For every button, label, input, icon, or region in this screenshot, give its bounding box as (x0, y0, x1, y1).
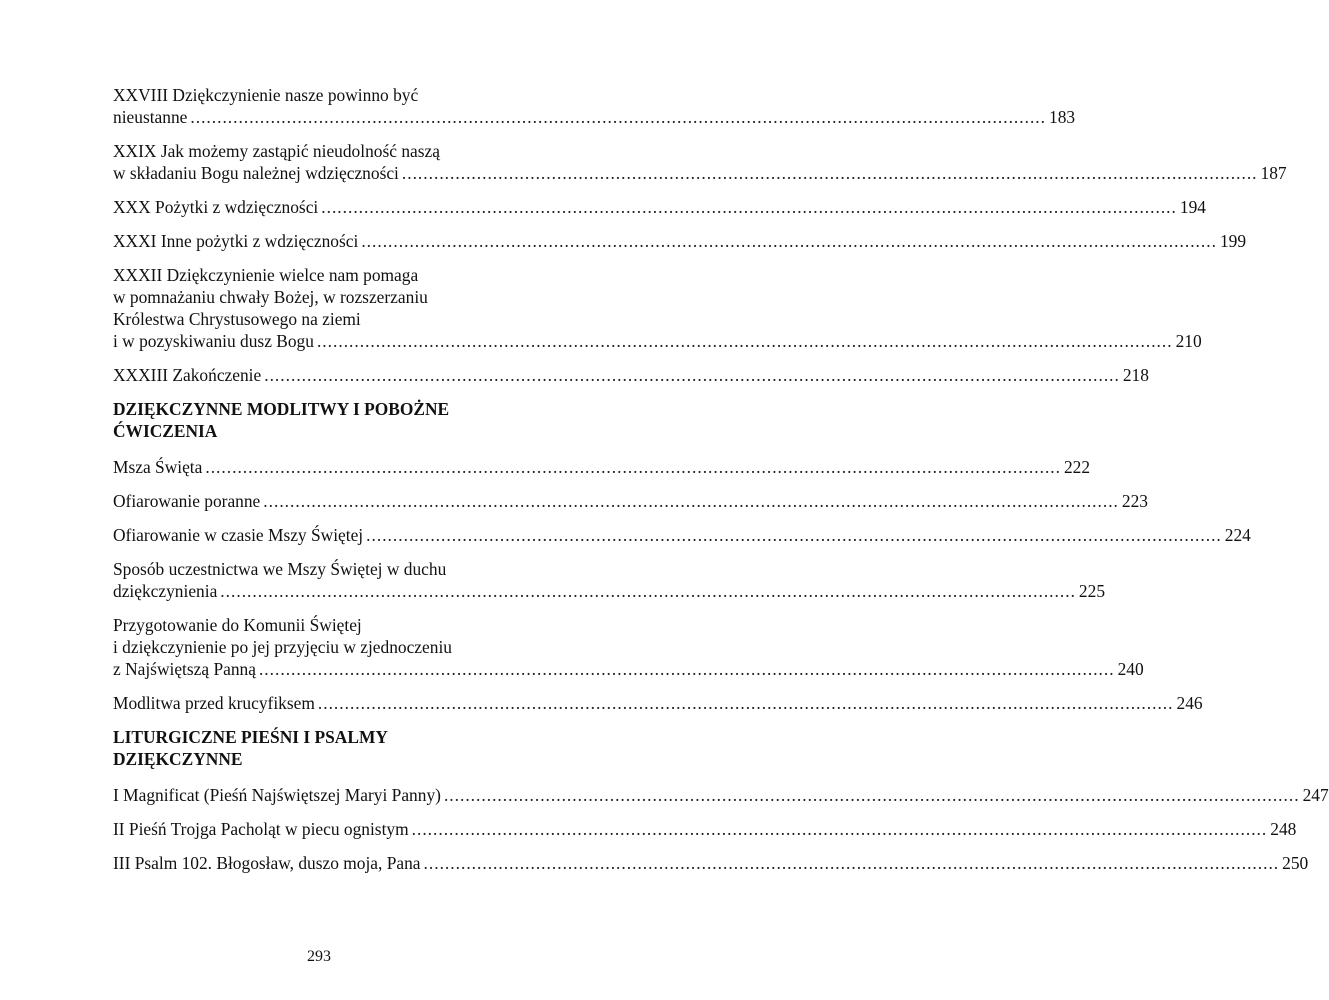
toc-entry-last-line (113, 818, 1297, 840)
toc-entry-title-line: XXXI Inne pożytki z wdzięczności (113, 231, 359, 251)
toc-page-number: 194 (1179, 197, 1206, 217)
toc-entry-last-line (113, 162, 1287, 184)
toc-entry-last-line (113, 692, 1203, 714)
toc-entry (113, 524, 1251, 546)
dot-leader: ................................................................................................................................................................ (316, 331, 1173, 351)
toc-entry-last-line (113, 106, 1076, 128)
toc-entry (113, 818, 1297, 840)
toc-entry-title-line: III Psalm 102. Błogosław, duszo moja, Pana (113, 853, 421, 873)
toc-page-number: 247 (1302, 785, 1329, 805)
toc-page-number: 199 (1219, 231, 1247, 251)
dot-leader: ................................................................................................................................................................ (321, 197, 1177, 217)
dot-leader: ................................................................................................................................................................ (258, 659, 1115, 679)
toc-entry-title-line: XXIX Jak możemy zastąpić nieudolność naszą (113, 141, 440, 161)
toc-entry (113, 456, 1091, 478)
page-number: 293 (307, 948, 331, 965)
toc-page-number: 183 (1049, 107, 1076, 127)
toc-entry-title-line: nieustanne (113, 107, 188, 127)
toc-entry-title-line: i w pozyskiwaniu dusz Bogu (113, 331, 314, 351)
toc-entry (113, 140, 1287, 184)
toc-page-number: 222 (1063, 457, 1091, 477)
toc-entry-title-line: Królestwa Chrystusowego na ziemi (113, 309, 361, 329)
dot-leader: ................................................................................................................................................................ (317, 693, 1174, 713)
toc-entry (113, 692, 1203, 714)
table-of-contents (113, 84, 1329, 886)
dot-leader: ................................................................................................................................................................ (190, 107, 1046, 127)
toc-entry-title-line: Msza Święta (113, 457, 203, 477)
toc-entry-title-line: I Magnificat (Pieśń Najświętszej Maryi Panny) (113, 785, 441, 805)
toc-page-number: 224 (1224, 525, 1251, 545)
toc-page-number: 187 (1260, 163, 1287, 183)
dot-leader: ................................................................................................................................................................ (423, 853, 1280, 873)
toc-entry-title-line: XXX Pożytki z wdzięczności (113, 197, 319, 217)
toc-entry (113, 264, 1202, 352)
toc-entry (113, 558, 1106, 602)
toc-entry-title-line: Ofiarowanie w czasie Mszy Świętej (113, 525, 364, 545)
toc-page-number: 225 (1078, 581, 1106, 601)
toc-entry-title-line: dziękczynienia (113, 581, 218, 601)
toc-entry-title-line: XXXII Dziękczynienie wielce nam pomaga (113, 265, 419, 285)
toc-entry-title-line: w pomnażaniu chwały Bożej, w rozszerzaniu (113, 287, 428, 307)
dot-leader: ................................................................................................................................................................ (205, 457, 1061, 477)
section-heading-line: DZIĘKCZYNNE MODLITWY I POBOŻNE (113, 399, 450, 419)
toc-entry-last-line (113, 490, 1148, 512)
toc-entry-title-line: Ofiarowanie poranne (113, 491, 261, 511)
toc-page-number: 246 (1176, 693, 1203, 713)
toc-entry-last-line (113, 330, 1202, 352)
toc-page-number: 218 (1122, 365, 1149, 385)
toc-entry-last-line (113, 580, 1106, 602)
toc-entry (113, 614, 1144, 680)
dot-leader: ................................................................................................................................................................ (401, 163, 1258, 183)
dot-leader: ................................................................................................................................................................ (411, 819, 1268, 839)
toc-page-number: 223 (1121, 491, 1148, 511)
toc-entry-last-line (113, 364, 1149, 386)
toc-entry-title-line: w składaniu Bogu należnej wdzięczności (113, 163, 399, 183)
toc-entry-title-line: XXVIII Dziękczynienie nasze powinno być (113, 85, 419, 105)
toc-entry-title-line: i dziękczynienie po jej przyjęciu w zjednoczeniu (113, 637, 452, 657)
dot-leader: ................................................................................................................................................................ (264, 365, 1120, 385)
section-heading (113, 726, 556, 770)
toc-entry (113, 230, 1247, 252)
toc-entry-last-line (113, 784, 1329, 806)
toc-entry (113, 852, 1309, 874)
toc-entry-last-line (113, 658, 1144, 680)
toc-entry (113, 364, 1149, 386)
toc-page-number: 248 (1270, 819, 1297, 839)
section-heading (113, 398, 556, 442)
toc-entry-title-line: XXXIII Zakończenie (113, 365, 262, 385)
dot-leader: ................................................................................................................................................................ (263, 491, 1119, 511)
toc-entry (113, 84, 1076, 128)
toc-page-number: 240 (1117, 659, 1144, 679)
toc-entry-title-line: Przygotowanie do Komunii Świętej (113, 615, 362, 635)
dot-leader: ................................................................................................................................................................ (220, 581, 1076, 601)
toc-entry-last-line (113, 524, 1251, 546)
toc-page-number: 250 (1282, 853, 1309, 873)
toc-entry-title-line: II Pieśń Trojga Pacholąt w piecu ognistym (113, 819, 409, 839)
toc-entry (113, 196, 1206, 218)
toc-entry (113, 784, 1329, 806)
toc-entry-last-line (113, 852, 1309, 874)
toc-entry-title-line: z Najświętszą Panną (113, 659, 256, 679)
dot-leader: ................................................................................................................................................................ (366, 525, 1222, 545)
toc-entry (113, 490, 1148, 512)
section-heading-line: LITURGICZNE PIEŚNI I PSALMY (113, 727, 388, 747)
toc-entry-last-line (113, 230, 1247, 252)
toc-page-number: 210 (1175, 331, 1202, 351)
toc-entry-title-line: Sposób uczestnictwa we Mszy Świętej w duchu (113, 559, 447, 579)
dot-leader: ................................................................................................................................................................ (443, 785, 1300, 805)
section-heading-line: ĆWICZENIA (113, 421, 218, 441)
section-heading-line: DZIĘKCZYNNE (113, 749, 243, 769)
dot-leader: ................................................................................................................................................................ (361, 231, 1217, 251)
toc-entry-title-line: Modlitwa przed krucyfiksem (113, 693, 315, 713)
toc-entry-last-line (113, 456, 1091, 478)
toc-entry-last-line (113, 196, 1206, 218)
